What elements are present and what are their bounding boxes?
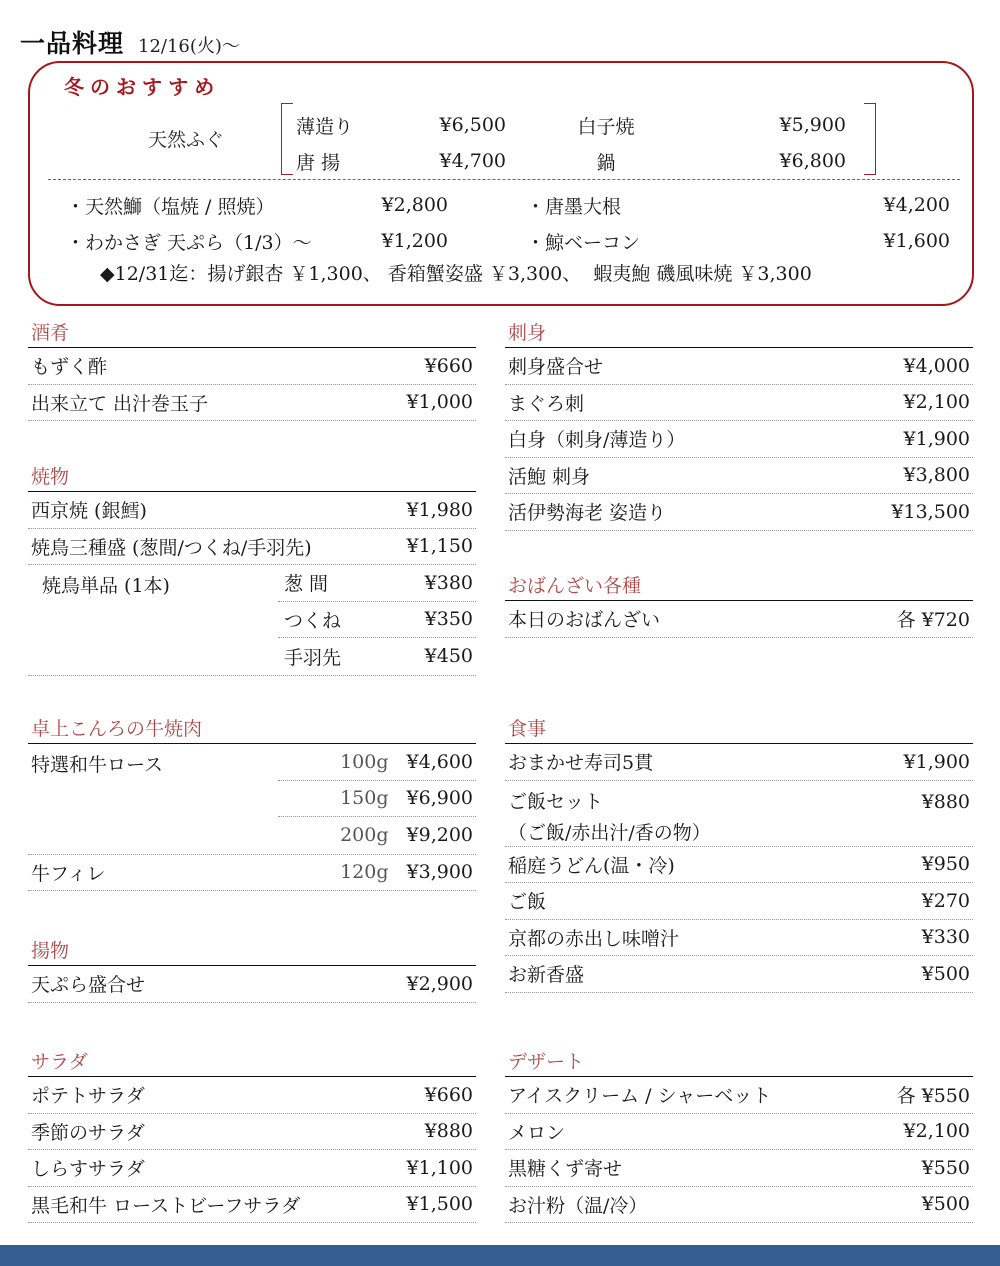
item-price: ¥1,500 xyxy=(406,1193,473,1216)
menu-item xyxy=(505,1150,973,1187)
section-sakana xyxy=(28,313,476,421)
item-price: ¥2,800 xyxy=(381,194,448,216)
fugu-grid xyxy=(296,107,856,179)
right-bracket-icon xyxy=(864,103,876,175)
menu-item xyxy=(505,883,973,920)
item-name: ・天然鰤（塩焼 / 照焼） xyxy=(66,195,275,218)
item-name: ・唐墨大根 xyxy=(526,195,622,218)
left-bracket-icon xyxy=(281,103,293,175)
section-title: おばんざい各種 xyxy=(505,566,973,601)
item-name: 季節のサラダ xyxy=(31,1121,145,1144)
item-name: つくね xyxy=(284,609,342,632)
item-name: 白身（刺身/薄造り） xyxy=(508,429,686,452)
menu-title: 一品料理 xyxy=(20,29,125,58)
item-price: ¥660 xyxy=(424,1083,473,1106)
item-name: しらすサラダ xyxy=(31,1158,145,1181)
item-price: ¥4,200 xyxy=(883,194,950,216)
wagyu-roast-block xyxy=(28,744,476,855)
item-price: ¥380 xyxy=(424,571,473,594)
item-price: ¥2,100 xyxy=(903,1120,970,1143)
item-name: もずく酢 xyxy=(31,356,108,379)
item-price: ¥1,000 xyxy=(406,391,473,414)
item-name: ポテトサラダ xyxy=(31,1085,145,1108)
item-name: 葱 間 xyxy=(284,573,329,596)
special-row xyxy=(66,223,950,259)
item-name: 刺身盛合せ xyxy=(508,356,604,379)
item-price: ¥1,900 xyxy=(903,750,970,773)
item-price: ¥1,200 xyxy=(381,230,448,252)
menu-item xyxy=(28,348,476,385)
section-title: サラダ xyxy=(28,1042,476,1077)
item-price: ¥6,500 xyxy=(439,114,506,136)
section-salad xyxy=(28,1042,476,1223)
item-price: ¥1,900 xyxy=(903,427,970,450)
item-price: ¥330 xyxy=(921,926,970,949)
item-price: ¥4,600 xyxy=(406,750,473,773)
item-name: 天ぷら盛合せ xyxy=(31,974,146,997)
special-title: 冬のおすすめ xyxy=(64,75,221,99)
item-name: ・鯨ベーコン xyxy=(526,231,641,254)
menu-item xyxy=(505,601,973,638)
menu-item xyxy=(28,966,476,1003)
item-description: （ご飯/赤出汁/香の物） xyxy=(508,821,711,844)
item-name: 黒糖くず寄せ xyxy=(508,1158,623,1181)
menu-item xyxy=(505,1077,973,1114)
item-price: ¥500 xyxy=(921,962,970,985)
menu-item xyxy=(505,1187,973,1224)
page-title xyxy=(20,24,240,60)
menu-item xyxy=(278,565,476,602)
item-name: 出来立て 出汁巻玉子 xyxy=(31,392,209,415)
item-weight: 100g xyxy=(340,750,389,773)
section-title: 食事 xyxy=(505,709,973,744)
menu-item xyxy=(28,529,476,566)
section-sashimi xyxy=(505,313,973,531)
item-name: 白子焼 xyxy=(577,115,635,138)
item-price: ¥4,000 xyxy=(903,354,970,377)
item-price: ¥13,500 xyxy=(891,500,970,523)
footer-bar xyxy=(0,1245,1000,1266)
section-title: 酒肴 xyxy=(28,313,476,348)
section-obanzai xyxy=(505,566,973,638)
menu-item xyxy=(505,494,973,531)
menu-item xyxy=(28,1187,476,1224)
section-title: デザート xyxy=(505,1042,973,1077)
item-price: ¥880 xyxy=(424,1120,473,1143)
menu-item xyxy=(28,1077,476,1114)
item-name: ・わかさぎ 天ぷら（1/3）〜 xyxy=(66,231,312,254)
item-price: ¥950 xyxy=(921,853,970,876)
item-price: ¥500 xyxy=(921,1193,970,1216)
item-price: ¥9,200 xyxy=(406,824,473,847)
menu-item xyxy=(505,847,973,884)
fugu-row xyxy=(296,143,856,179)
fugu-row xyxy=(296,107,856,143)
menu-item xyxy=(28,1150,476,1187)
winter-special-box xyxy=(28,61,974,306)
section-title: 刺身 xyxy=(505,313,973,348)
menu-item xyxy=(505,956,973,993)
item-price: ¥270 xyxy=(921,889,970,912)
fugu-label: 天然ふぐ xyxy=(148,129,225,151)
item-price: ¥350 xyxy=(424,608,473,631)
item-price: ¥6,900 xyxy=(406,787,473,810)
item-price: ¥3,900 xyxy=(406,861,473,884)
section-shokuji xyxy=(505,709,973,993)
section-title: 揚物 xyxy=(28,931,476,966)
item-name: 活伊勢海老 姿造り xyxy=(508,502,667,525)
item-price: ¥3,800 xyxy=(903,464,970,487)
menu-item xyxy=(28,1114,476,1151)
item-name: 稲庭うどん(温・冷) xyxy=(508,854,675,877)
menu-item xyxy=(505,781,973,847)
item-name: 手羽先 xyxy=(284,646,342,669)
item-name: 西京焼 (銀鱈) xyxy=(31,500,147,523)
menu-item xyxy=(505,348,973,385)
item-name: 京都の赤出し味噌汁 xyxy=(508,927,680,950)
item-price: ¥550 xyxy=(921,1156,970,1179)
item-price: ¥4,700 xyxy=(439,150,506,172)
sub-label: 焼鳥単品 (1本) xyxy=(42,575,170,597)
item-price: ¥660 xyxy=(424,354,473,377)
special-items xyxy=(66,187,950,259)
menu-item xyxy=(505,421,973,458)
menu-item xyxy=(278,781,476,818)
section-yakimono xyxy=(28,457,476,676)
menu-item xyxy=(278,602,476,639)
item-name: 活鮑 刺身 xyxy=(508,465,591,488)
item-weight: 120g xyxy=(340,861,389,884)
item-name: アイスクリーム / シャーベット xyxy=(508,1085,772,1108)
section-title: 卓上こんろの牛焼肉 xyxy=(28,709,476,744)
special-row xyxy=(66,187,950,223)
item-name: おまかせ寿司5貫 xyxy=(508,752,654,775)
item-name: メロン xyxy=(508,1121,566,1144)
item-name: 牛フィレ xyxy=(31,862,106,885)
item-name: ご飯セット xyxy=(508,790,604,813)
item-price: ¥1,600 xyxy=(883,230,950,252)
item-price: 各 ¥720 xyxy=(896,609,970,632)
item-price: ¥6,800 xyxy=(779,150,846,172)
item-weight: 200g xyxy=(340,824,389,847)
section-title: 焼物 xyxy=(28,457,476,492)
dashed-divider xyxy=(48,179,960,180)
menu-item xyxy=(278,744,476,781)
sub-label: 特選和牛ロース xyxy=(31,754,164,776)
item-price: ¥1,100 xyxy=(406,1156,473,1179)
item-weight: 150g xyxy=(340,787,389,810)
menu-item xyxy=(278,817,476,854)
menu-item xyxy=(278,638,476,675)
menu-item xyxy=(505,385,973,422)
menu-item xyxy=(505,1114,973,1151)
menu-item xyxy=(505,920,973,957)
item-name: ご飯 xyxy=(508,891,547,914)
item-name: 唐 揚 xyxy=(296,151,341,174)
menu-item xyxy=(28,855,476,892)
special-note: ◆12/31迄：揚げ銀杏 ￥1,300、 香箱蟹姿盛 ￥3,300、 蝦夷鮑 磯風味焼 ￥3,300 xyxy=(100,263,812,285)
item-name: まぐろ刺 xyxy=(508,392,585,415)
item-price: ¥1,980 xyxy=(406,498,473,521)
item-name: お汁粉（温/冷） xyxy=(508,1194,648,1217)
menu-item xyxy=(28,385,476,422)
item-price: ¥450 xyxy=(424,645,473,668)
item-name: 薄造り xyxy=(296,115,354,138)
menu-item xyxy=(28,492,476,529)
item-price: ¥5,900 xyxy=(779,114,846,136)
item-price: ¥1,150 xyxy=(406,535,473,558)
yakitori-single-block xyxy=(28,565,476,676)
item-name: 鍋 xyxy=(596,151,616,174)
menu-date: 12/16(火)〜 xyxy=(138,36,240,57)
item-name: お新香盛 xyxy=(508,964,585,987)
menu-item xyxy=(505,458,973,495)
item-name: 焼鳥三種盛 (葱間/つくね/手羽先) xyxy=(31,536,312,559)
section-gyuyakiniku xyxy=(28,709,476,891)
item-price: ¥2,900 xyxy=(406,972,473,995)
section-dessert xyxy=(505,1042,973,1223)
item-name: 本日のおばんざい xyxy=(508,609,661,632)
item-price: 各 ¥550 xyxy=(896,1085,970,1108)
item-name: 黒毛和牛 ローストビーフサラダ xyxy=(31,1194,301,1217)
item-price: ¥880 xyxy=(921,790,970,813)
item-price: ¥2,100 xyxy=(903,391,970,414)
menu-item xyxy=(505,744,973,781)
section-agemono xyxy=(28,931,476,1003)
